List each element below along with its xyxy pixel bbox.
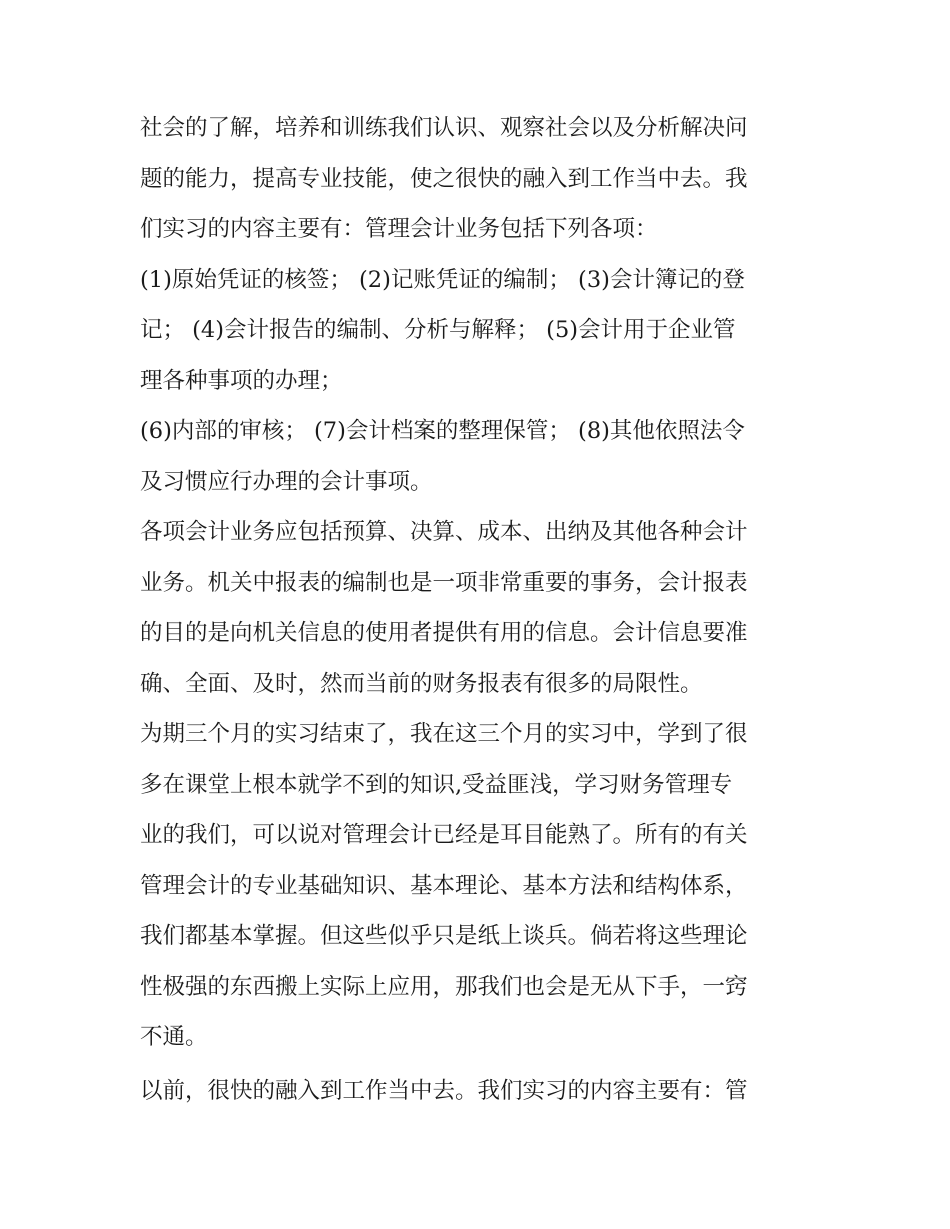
text-line: 题的能力，提高专业技能，使之很快的融入到工作当中去。我: [140, 165, 748, 192]
text-line: 不通。: [140, 1024, 208, 1050]
text-line: 多在课堂上根本就学不到的知识,受益匪浅，学习财务管理专: [140, 771, 733, 798]
paragraph-business-scope: [140, 507, 820, 709]
text-line: (1)原始凭证的核签； (2)记账凭证的编制； (3)会计簿记的登: [140, 266, 745, 293]
text-line: 业的我们，可以说对管理会计已经是耳目能熟了。所有的有关: [140, 822, 748, 848]
text-line: 我们都基本掌握。但这些似乎只是纸上谈兵。倘若将这些理论: [140, 923, 748, 949]
paragraph-internship-summary: [140, 709, 820, 1063]
text-line: 业务。机关中报表的编制也是一项非常重要的事务，会计报表: [140, 569, 748, 596]
text-line: 确、全面、及时，然而当前的财务报表有很多的局限性。: [140, 670, 703, 697]
text-line: 记； (4)会计报告的编制、分析与解释； (5)会计用于企业管: [140, 317, 736, 343]
text-line: 社会的了解，培养和训练我们认识、观察社会以及分析解决问: [140, 115, 748, 141]
text-line: 各项会计业务应包括预算、决算、成本、出纳及其他各种会计: [140, 519, 748, 545]
paragraph-continuation: [140, 1066, 820, 1117]
text-line: 及习惯应行办理的会计事项。: [140, 468, 433, 495]
paragraph-intro: [140, 103, 820, 255]
paragraph-items-1-5: [140, 255, 820, 407]
text-line: 理各种事项的办理；: [140, 367, 343, 394]
text-line: 们实习的内容主要有：管理会计业务包括下列各项：: [140, 216, 658, 242]
text-line: 为期三个月的实习结束了，我在这三个月的实习中，学到了很: [140, 721, 748, 747]
document-body: [140, 103, 820, 1116]
text-line: 管理会计的专业基础知识、基本理论、基本方法和结构体系，: [140, 872, 748, 899]
text-line: (6)内部的审核； (7)会计档案的整理保管； (8)其他依照法令: [140, 418, 745, 444]
paragraph-items-6-8: [140, 406, 820, 507]
text-line: 的目的是向机关信息的使用者提供有用的信息。会计信息要准: [140, 620, 748, 646]
text-line: 性极强的东西搬上实际上应用，那我们也会是无从下手，一窍: [140, 973, 748, 1000]
text-line: 以前，很快的融入到工作当中去。我们实习的内容主要有：管: [140, 1077, 748, 1104]
